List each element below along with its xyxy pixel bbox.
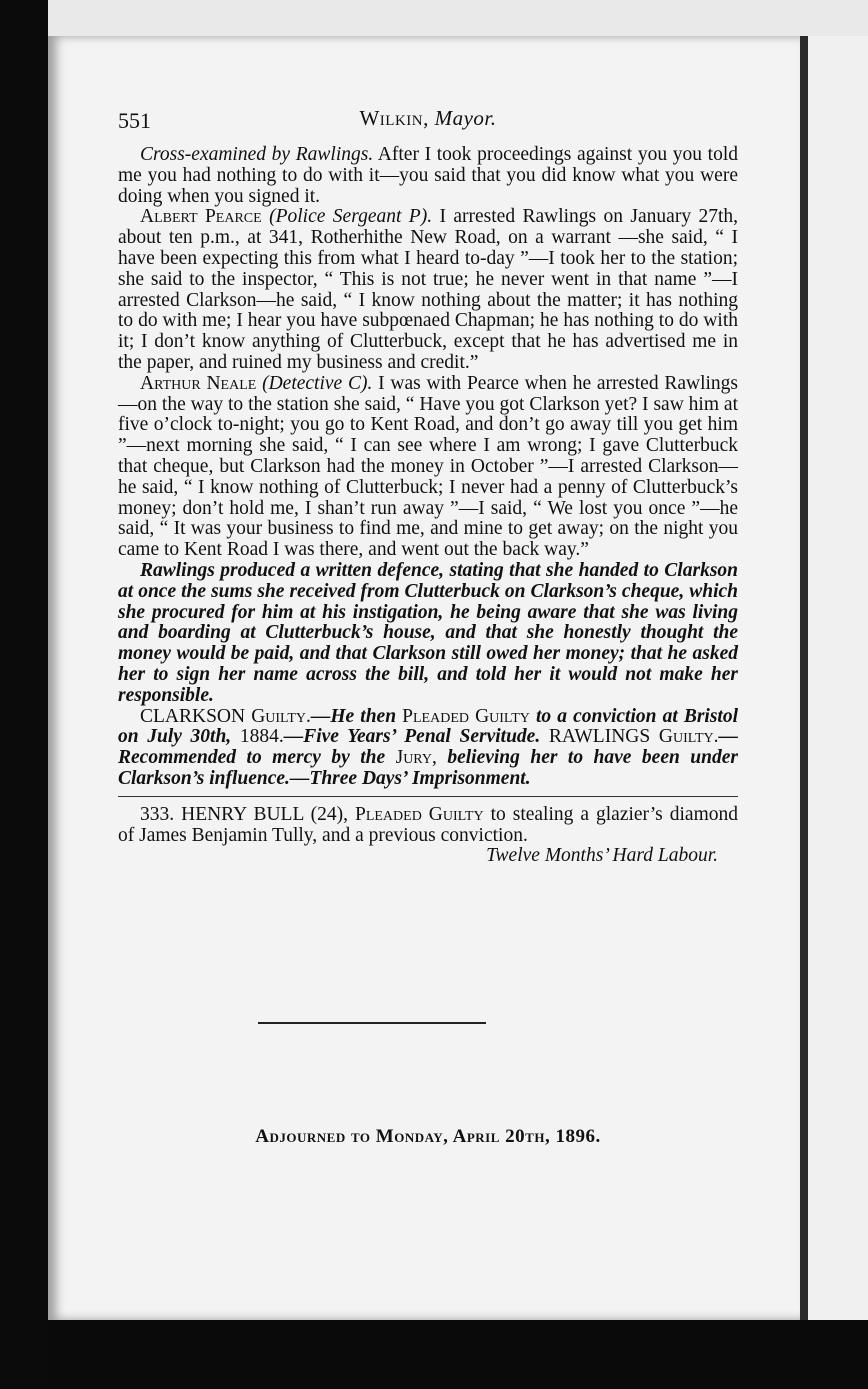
paragraph-cross-examination (118, 145, 738, 207)
adjournment-notice: Adjourned to Monday, April 20th, 1896. (255, 1126, 601, 1147)
paragraph-defence: Rawlings produced a written defence, stating that she handed to Clarkson at once the sums she received from Clutterbuck on Clarkson’s cheque, which she procured for him at his instigation, he being aware that she was living and boarding at Clutterbuck’s house, and that she honestly thought the money would be paid, and that Clarkson still owed her money; that he asked her to sign her name across the bill, and told her it would not make her responsible. (118, 559, 738, 706)
plea: Pleaded Guilty (402, 705, 530, 727)
running-title-name: Wilkin, (359, 106, 429, 130)
paragraph-pearce (118, 207, 738, 373)
end-rule (258, 1022, 486, 1024)
defendant-name: RAWLINGS (548, 726, 651, 748)
scan-top-margin (48, 0, 868, 36)
running-title (118, 106, 738, 131)
witness-testimony: I arrested Rawlings on January 27th, about ten p.m., at 341, Rotherhithe New Road, on a warrant —she said, “ I have been expecting this from what I heard to-day ”—I took her to the station; she said to the inspector, “ This is not true; he never went in that name ”—I arrested Clarkson—he said, “ I know nothing about the matter; it has nothing to do with me; I hear you have subpœnaed Chapman; he has nothing to do with it; I don’t know anything of Clutterbuck, except that he has advertised me in the paper, and ruined my business and credit.” (118, 206, 739, 373)
plea: Pleaded Guilty (354, 803, 484, 825)
verdict: Guilty. (251, 705, 311, 727)
sentence: believing her to have been under Clarkson’s influence.—Three Days’ Imprisonment. (118, 747, 738, 789)
paragraph-neale (118, 374, 738, 561)
witness-role: (Detective C). (262, 372, 373, 394)
cross-exam-lead: Cross-examined by Rawlings. (140, 144, 374, 165)
case-heading: 333. HENRY BULL (24), (140, 803, 348, 825)
defendant-name: CLARKSON (140, 705, 246, 727)
witness-name: Albert Pearce (140, 206, 262, 228)
conviction-year: 1884. (239, 726, 284, 748)
running-header (118, 104, 738, 134)
facing-page-edge (808, 36, 868, 1320)
verdict: Guilty. (658, 726, 719, 748)
section-divider (118, 796, 738, 797)
page-gutter (800, 36, 808, 1320)
witness-testimony: I was with Pearce when he arrested Rawlings—on the way to the station she said, “ Have you got Clarkson yet? I saw him at five o’clock to-night; you go to Kent Road, and don’t go away till you get him ”—next morning she said, “ I can see where I am wrong; I gave Clutterbuck that cheque, but Clarkson had the money in October ”—I arrested Clarkson—he said, “ I know nothing of Clutterbuck; I never had a penny of Clutterbuck’s money; don’t hold me, I shan’t run away ”—I said, “ We lost you once ”—he said, “ It was your business to find me, and mine to get away; on the night you came to Kent Road I was there, and went out the back way.” (118, 372, 739, 561)
case-sentence: Twelve Months’ Hard Labour. (486, 845, 718, 867)
conviction-text: to a conviction at Bristol on July 30th, (118, 705, 739, 748)
paragraph-case-333 (118, 805, 738, 847)
document-body (118, 145, 738, 867)
witness-name: Arthur Neale (140, 372, 257, 394)
page-number: 551 (118, 108, 151, 133)
verdict-note: —He then (310, 705, 397, 727)
paragraph-verdict (118, 707, 738, 790)
witness-role: (Police Sergeant P). (269, 206, 433, 228)
scan-bottom-margin (48, 1320, 868, 1389)
recommendation: —Recommended to mercy by the (118, 726, 739, 769)
jury: Jury, (395, 747, 437, 769)
case-text: to stealing a glazier’s diamond of James Benjamin Tully, and a previous conviction. (118, 803, 738, 846)
cross-exam-text: After I took proceedings against you you told me you had nothing to do with it—you said that you did know what you were doing when you signed it. (118, 144, 738, 207)
running-title-role: Mayor. (434, 106, 497, 130)
scan-left-margin (0, 0, 48, 1389)
sentence: —Five Years’ Penal Servitude. (283, 726, 541, 748)
